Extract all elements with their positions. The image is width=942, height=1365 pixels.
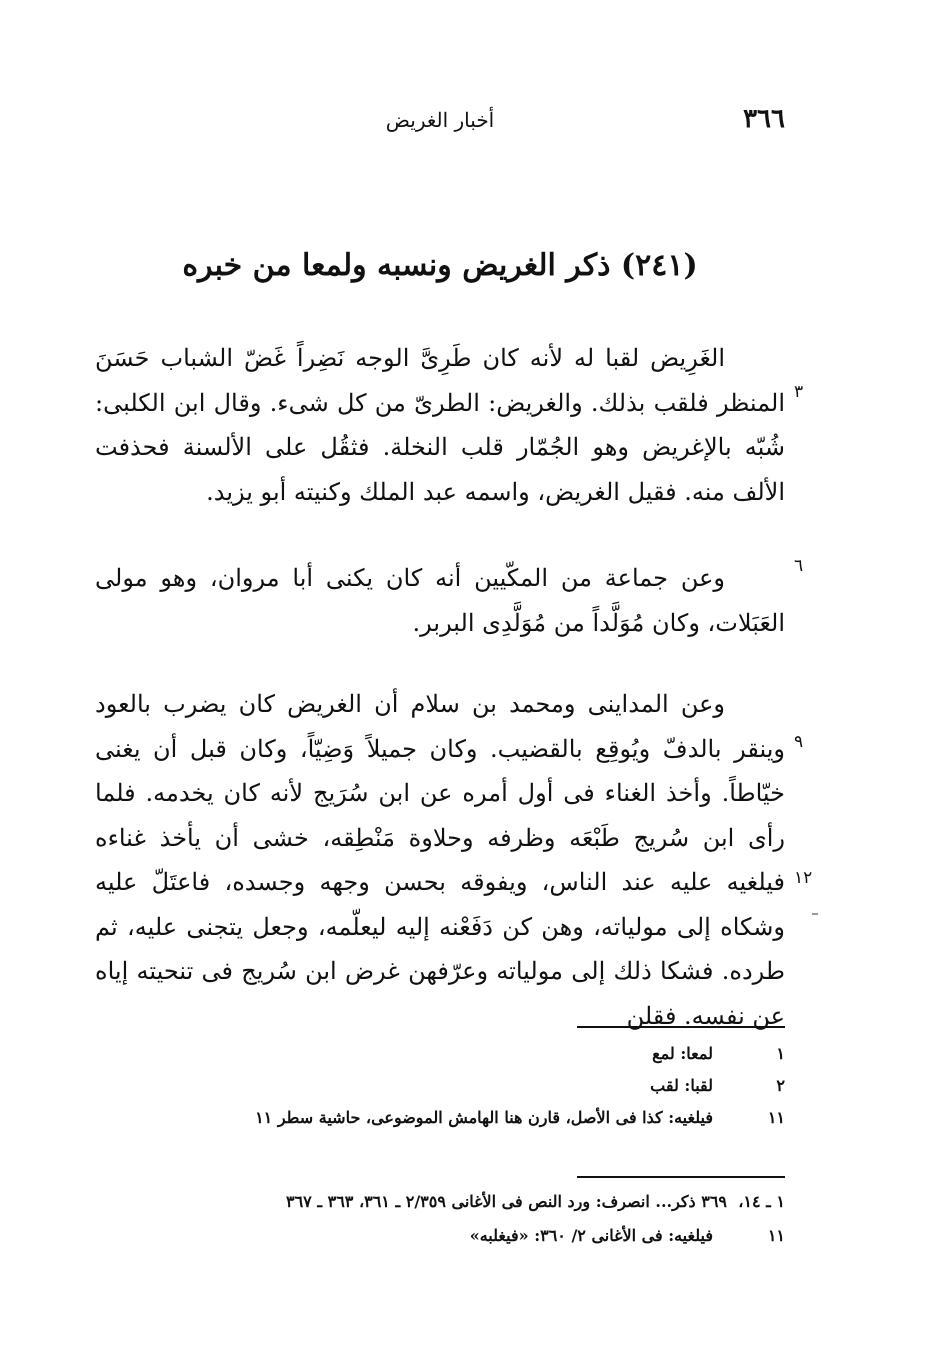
footnote-number: ١ ـ ١٤، xyxy=(738,1192,785,1211)
footnote-number: ١١ xyxy=(767,1108,785,1127)
textual-notes xyxy=(95,1044,785,1140)
footnote xyxy=(95,1192,785,1226)
footnote-number: ١ xyxy=(776,1044,785,1063)
paragraph-3: وعن المداينى ومحمد بن سلام أن الغريض كان يضرب بالعود وينقر بالدفّ ويُوقِع بالقضيب. وكان جميلاً وَضِيّاً، وكان قبل أن يغنى خيّاطاً. وأخذ الغناء فى أول أمره عن ابن سُرَيج لأنه كان يخدمه. فلما رأى ابن سُريج طَبْعَه وظرفه وحلاوة مَنْطِقه، خشى أن يأخذ غناءه فيلغيه عليه عند الناس، ويفوقه بحسن وجهه وجسده، فاعتَلّ عليه وشكاه إلى مولياته، وهن كن دَفَعْنه إليه ليعلّمه، وجعل يتجنى عليه، ثم طرده. فشكا ذلك إلى مولياته وعرّفهن غرض ابن سُريج فى تنحيته إياه عن نفسه. فقلن xyxy=(95,690,785,1030)
footnote-number: ١١ xyxy=(767,1226,785,1245)
speck xyxy=(812,913,818,915)
footnote-number: ٢ xyxy=(776,1076,785,1095)
section-title: (٢٤١) ذكر الغريض ونسبه ولمعا من خبره xyxy=(182,248,698,283)
footnote xyxy=(95,1076,785,1108)
footnote-text: لقبا: لقب xyxy=(650,1076,713,1095)
footnote-rule-1 xyxy=(577,1026,785,1028)
paragraph-1: الغَرِيض لقبا له لأنه كان طَرِىَّ الوجه نَضِراً غَضّ الشباب حَسَنَ المنظر فلقب بذلك. والغريض: الطرىّ من كل شىء. وقال ابن الكلبى: شُبّه بالإغريض وهو الجُمّار قلب النخلة. فثقُل على الألسنة فحذفت الألف منه. فقيل الغريض، واسمه عبد الملك وكنيته أبو يزيد. xyxy=(95,344,785,506)
footnote xyxy=(95,1044,785,1076)
footnote xyxy=(95,1108,785,1140)
line-number: ١٢ xyxy=(794,868,813,888)
page-number: ٣٦٦ xyxy=(743,104,785,134)
footnote-rule-2 xyxy=(577,1176,785,1178)
footnote-text: لمعا: لمع xyxy=(652,1044,713,1063)
running-head: أخبار الغريض xyxy=(385,108,495,132)
line-number: ٣ xyxy=(794,382,804,402)
footnote-text: فيلغيه: فى الأغانى ٢/ ٣٦٠: «فيغلبه» xyxy=(469,1226,713,1245)
footnote xyxy=(95,1226,785,1260)
source-notes xyxy=(95,1192,785,1260)
footnote-text: فيلغيه: كذا فى الأصل، قارن هنا الهامش الموضوعى، حاشية سطر ١١ xyxy=(255,1108,713,1127)
footnote-text: ٣٦٩ ذكر... انصرف: ورد النص فى الأغانى ٢/٣٥٩ ـ ٣٦١، ٣٦٣ ـ ٣٦٧ xyxy=(285,1192,727,1211)
page-header xyxy=(95,104,785,144)
paragraph-2: وعن جماعة من المكّيين أنه كان يكنى أبا مروان، وهو مولى العَبَلات، وكان مُوَلَّداً من مُوَلَّدِى البربر. xyxy=(95,564,785,637)
line-number: ٩ xyxy=(794,732,804,752)
line-number: ٦ xyxy=(794,556,804,576)
